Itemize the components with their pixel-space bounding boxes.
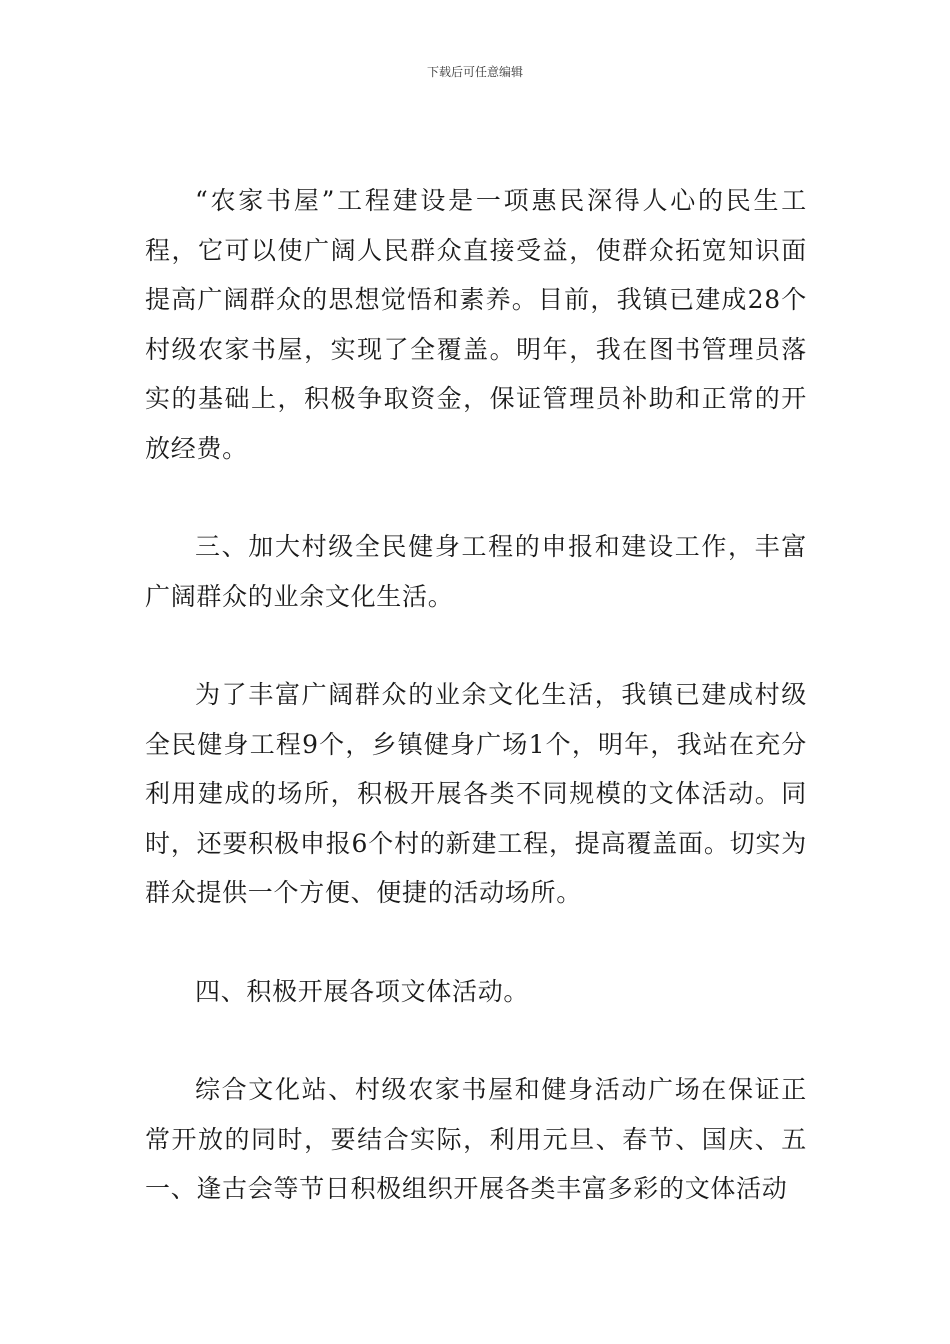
page-header-note: 下载后可任意编辑 <box>426 65 523 79</box>
paragraph-fitness-project: 为了丰富广阔群众的业余文化生活，我镇已建成村级全民健身工程9个，乡镇健身广场1个，明年，我站在充分利用建成的场所，积极开展各类不同规模的文体活动。同时，还要积极申报6个村的新建工程，提高覆盖面。切实为群众提供一个方便、便捷的活动场所。 <box>145 680 807 907</box>
section-heading-fitness: 三、加大村级全民健身工程的申报和建设工作，丰富广阔群众的业余文化生活。 <box>145 532 807 611</box>
paragraph-library-project: “农家书屋”工程建设是一项惠民深得人心的民生工程，它可以使广阔人民群众直接受益，使群众拓宽知识面提高广阔群众的思想觉悟和素养。目前，我镇已建成28个村级农家书屋，实现了全覆盖。明年，我在图书管理员落实的基础上，积极争取资金，保证管理员补助和正常的开放经费。 <box>145 186 807 463</box>
section-heading-activities: 四、积极开展各项文体活动。 <box>195 976 530 1006</box>
document-body <box>145 176 807 1214</box>
paragraph-activities: 综合文化站、村级农家书屋和健身活动广场在保证正常开放的同时，要结合实际，利用元旦、春节、国庆、五一、逢古会等节日积极组织开展各类丰富多彩的文体活动 <box>145 1075 807 1203</box>
